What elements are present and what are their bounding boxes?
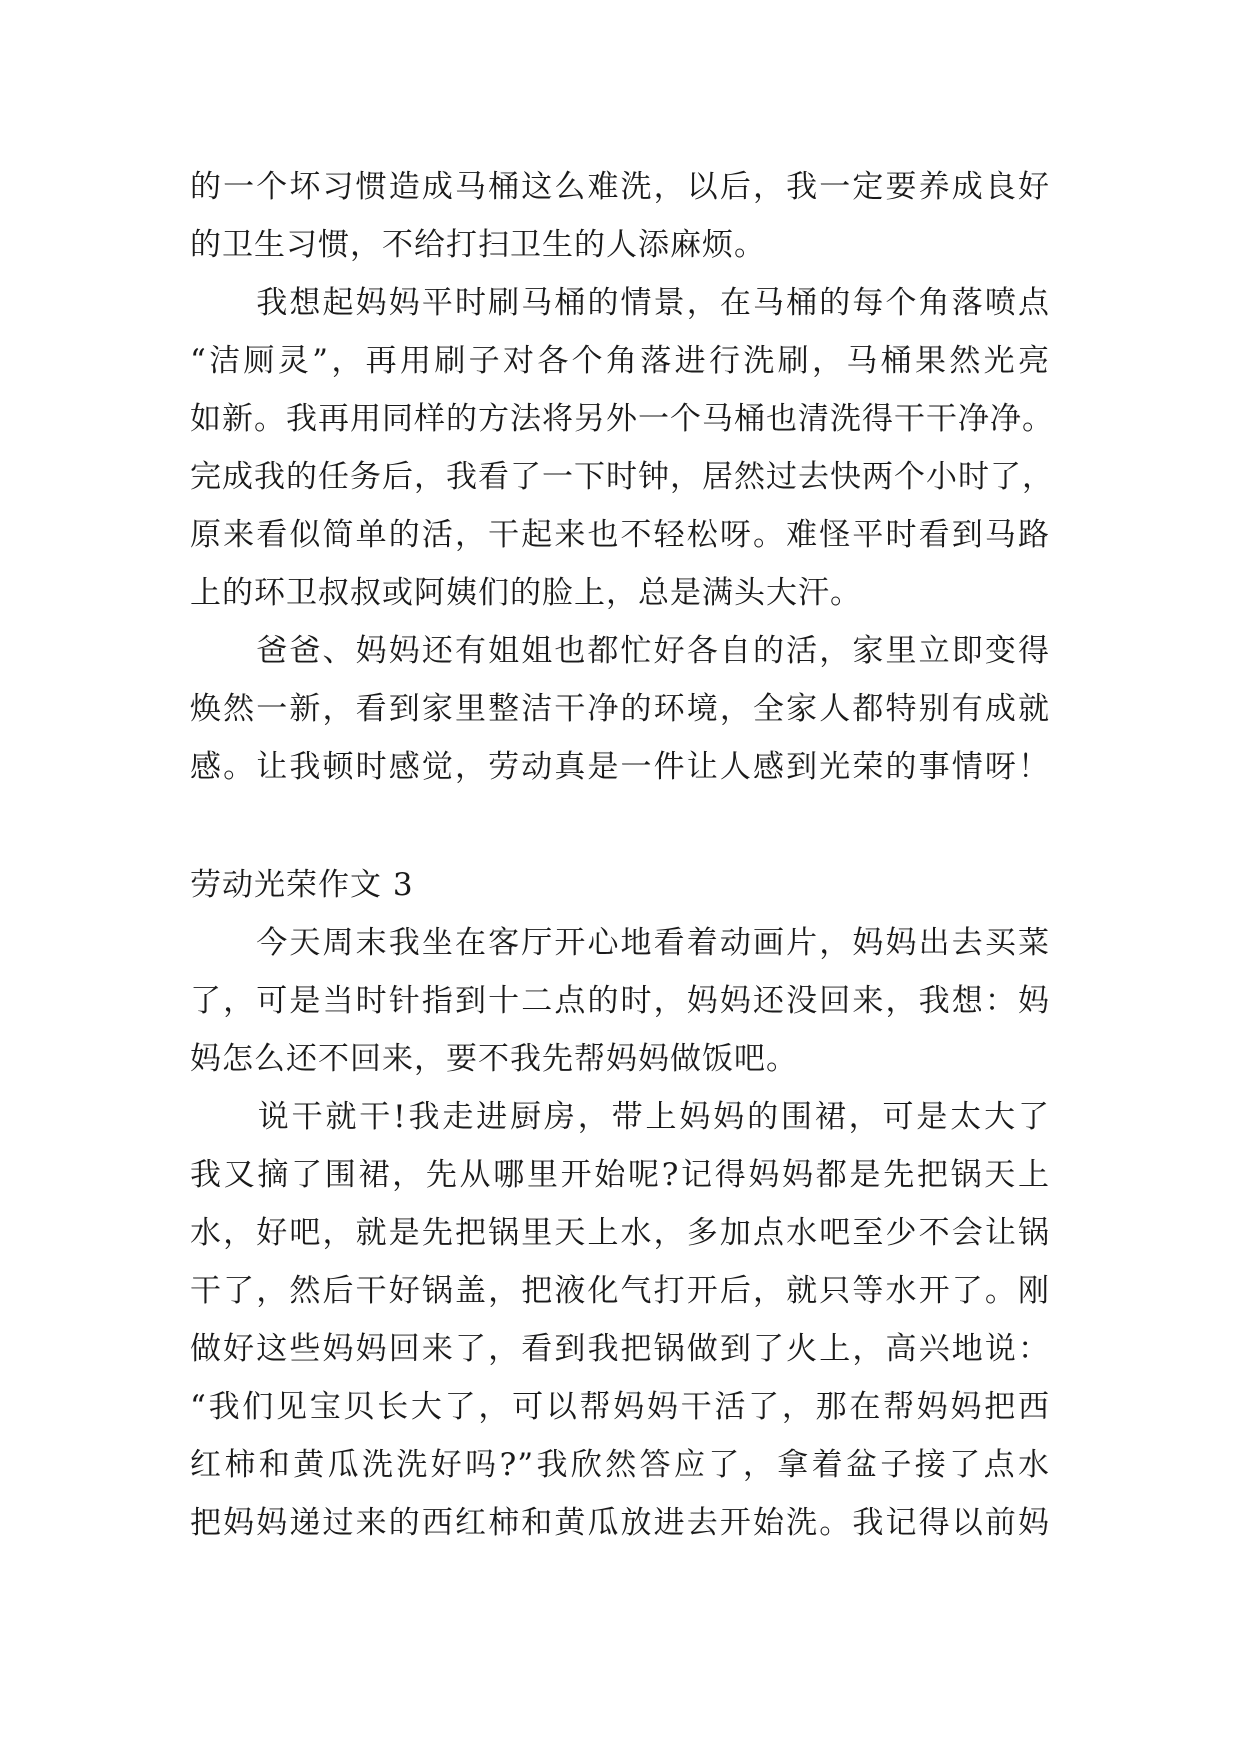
text-line: “我们见宝贝长大了，可以帮妈妈干活了，那在帮妈妈把西: [190, 1389, 1050, 1425]
text-line: 如新。我再用同样的方法将另外一个马桶也清洗得干干净净。: [190, 401, 1054, 437]
text-line: 原来看似简单的活，干起来也不轻松呀。难怪平时看到马路: [190, 517, 1050, 553]
text-line: 今天周末我坐在客厅开心地看着动画片，妈妈出去买菜: [190, 925, 1050, 961]
text-line: 上的环卫叔叔或阿姨们的脸上，总是满头大汗。: [190, 575, 862, 611]
text-line: 干了，然后干好锅盖，把液化气打开后，就只等水开了。刚: [190, 1273, 1050, 1309]
text-line: 的卫生习惯，不给打扫卫生的人添麻烦。: [190, 227, 766, 263]
text-line: 妈怎么还不回来，要不我先帮妈妈做饭吧。: [190, 1041, 798, 1077]
text-line: 完成我的任务后，我看了一下时钟，居然过去快两个小时了，: [190, 459, 1054, 495]
text-line: 我又摘了围裙，先从哪里开始呢?记得妈妈都是先把锅天上: [190, 1157, 1050, 1193]
text-line: 爸爸、妈妈还有姐姐也都忙好各自的活，家里立即变得: [190, 633, 1050, 669]
text-line: 的一个坏习惯造成马桶这么难洗，以后，我一定要养成良好: [190, 169, 1050, 205]
text-line: 红柿和黄瓜洗洗好吗?”我欣然答应了，拿着盆子接了点水: [190, 1447, 1050, 1483]
paragraph-block-1: [190, 158, 1054, 796]
text-line: 做好这些妈妈回来了，看到我把锅做到了火上，高兴地说：: [190, 1331, 1050, 1367]
text-line: 说干就干!我走进厨房，带上妈妈的围裙，可是太大了: [190, 1099, 1050, 1135]
paragraph-block-2: [190, 914, 1050, 1552]
text-line: 焕然一新，看到家里整洁干净的环境，全家人都特别有成就: [190, 691, 1050, 727]
text-line: 把妈妈递过来的西红柿和黄瓜放进去开始洗。我记得以前妈: [190, 1505, 1050, 1541]
text-line: 我想起妈妈平时刷马桶的情景，在马桶的每个角落喷点: [190, 285, 1050, 321]
section-heading: 劳动光荣作文 3: [190, 867, 414, 903]
text-line: “洁厕灵”，再用刷子对各个角落进行洗刷，马桶果然光亮: [190, 343, 1050, 379]
text-line: 感。让我顿时感觉，劳动真是一件让人感到光荣的事情呀！: [190, 749, 1050, 785]
text-line: 了，可是当时针指到十二点的时，妈妈还没回来，我想：妈: [190, 983, 1050, 1019]
text-line: 水，好吧，就是先把锅里天上水，多加点水吧至少不会让锅: [190, 1215, 1050, 1251]
